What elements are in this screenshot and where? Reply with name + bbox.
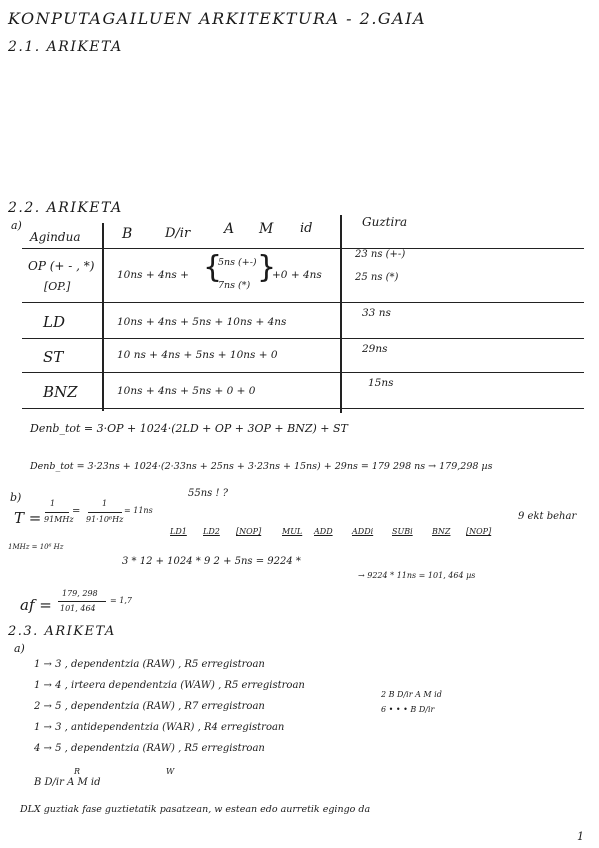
table-header-dir: D/ir [165, 226, 191, 241]
right-brace: } [257, 250, 277, 285]
period-result: = 11ns [124, 506, 153, 515]
row-ld-total: 33 ns [362, 307, 391, 319]
fraction-2-bar [88, 512, 122, 513]
table-header-a: A [224, 221, 235, 237]
fraction-1-denominator: 91MHz [44, 515, 74, 524]
pipeline-item: LD2 [203, 527, 220, 536]
speedup-label: af = [20, 596, 52, 614]
row-op-total-1: 23 ns (+-) [355, 249, 406, 260]
row-ld-label: LD [43, 313, 65, 331]
row-bnz-expr: 10ns + 4ns + 5ns + 0 + 0 [117, 385, 256, 397]
dependency-item: 1 → 3 , antidependentzia (WAR) , R4 erregistroan [34, 722, 285, 733]
section-heading-2-3: 2.3. ARIKETA [8, 624, 116, 639]
row-op-expr-left: 10ns + 4ns + [117, 269, 189, 281]
table-hline-3 [22, 372, 584, 373]
fraction-2-numerator: 1 [102, 499, 108, 508]
pipeline-item: LD1 [170, 527, 187, 536]
pipeline-item: [NOP] [466, 527, 492, 536]
row-op-brace-bottom: 7ns (*) [218, 280, 251, 291]
row-op-total-2: 25 ns (*) [355, 272, 399, 283]
cycle-count-note: 9 ekt behar [518, 511, 577, 522]
page-title: KONPUTAGAILUEN ARKITEKTURA - 2.GAIA [8, 9, 427, 28]
row-st-label: ST [43, 348, 64, 366]
dependency-item: 1 → 3 , dependentzia (RAW) , R5 erregistroan [34, 659, 265, 670]
left-brace: { [203, 250, 223, 285]
table-header-m: M [259, 221, 274, 237]
part-b-label: b) [10, 491, 22, 504]
table-header-agindua: Agindua [30, 230, 81, 244]
table-hline-2 [22, 338, 584, 339]
stage-write-marker: W [166, 767, 175, 776]
section-heading-2-2: 2.2. ARIKETA [8, 200, 123, 216]
section-heading-2-1: 2.1. ARIKETA [8, 39, 123, 55]
pipeline-item: [NOP] [236, 527, 262, 536]
row-op-brace-top: 5ns (+-) [218, 257, 257, 268]
equals-sign: = [72, 506, 81, 517]
row-st-expr: 10 ns + 4ns + 5ns + 10ns + 0 [117, 349, 278, 361]
fraction-1-bar [45, 512, 69, 513]
row-op-sublabel: [OP.] [44, 280, 71, 293]
part-a-label: a) [11, 219, 22, 232]
part-a-label-2-3: a) [14, 642, 25, 655]
speedup-numerator: 179, 298 [62, 589, 98, 598]
speedup-bar [58, 601, 106, 602]
mhz-note: 1MHz = 10⁶ Hz [8, 543, 64, 551]
pipeline-stages: B D/ir A M id [34, 777, 101, 788]
pipeline-item: SUBi [392, 527, 413, 536]
stage-read-marker: R [74, 767, 81, 776]
fraction-2-denominator: 91·10⁶Hz [86, 515, 124, 524]
fraction-1-numerator: 1 [50, 499, 56, 508]
equation-total-values: Denb_tot = 3·23ns + 1024·(2·33ns + 25ns + 3·23ns + 15ns) + 29ns = 179 298 ns → 179,298 µs [30, 461, 493, 472]
speedup-denominator: 101, 464 [60, 604, 96, 613]
pipeline-diagram-row-2: 6 • • • B D/ir [381, 705, 435, 714]
dlx-conclusion: DLX guztiak fase guztietatik pasatzean, w estean edo aurretik egingo da [20, 804, 371, 815]
equation-total-formula: Denb_tot = 3·OP + 1024·(2LD + OP + 3OP + BNZ) + ST [30, 422, 348, 435]
table-hline-header [22, 248, 584, 249]
dependency-item: 2 → 5 , dependentzia (RAW) , R7 erregistroan [34, 701, 265, 712]
page-number: 1 [577, 830, 584, 843]
row-op-expr-right: +0 + 4ns [272, 269, 322, 281]
dependency-item: 1 → 4 , irteera dependentzia (WAW) , R5 erregistroan [34, 680, 305, 691]
table-hline-1 [22, 302, 584, 303]
row-ld-expr: 10ns + 4ns + 5ns + 10ns + 4ns [117, 316, 287, 328]
table-hline-4 [22, 408, 584, 409]
pipeline-item: ADDi [352, 527, 374, 536]
speedup-result: = 1,7 [110, 596, 132, 605]
row-op-label: OP (+ - , *) [28, 259, 95, 273]
table-vline-left [102, 223, 104, 411]
table-header-id: id [300, 221, 313, 236]
table-vline-right [340, 215, 342, 413]
table-header-b: B [122, 226, 133, 242]
row-bnz-label: BNZ [43, 383, 78, 401]
period-lhs: T = [14, 509, 42, 527]
pipeline-item: BNZ [432, 527, 451, 536]
pipeline-item: ADD [314, 527, 333, 536]
note-55ns: 55ns ! ? [188, 488, 229, 499]
dependency-item: 4 → 5 , dependentzia (RAW) , R5 erregistroan [34, 743, 265, 754]
time-calculation: → 9224 * 11ns = 101, 464 µs [358, 571, 476, 580]
pipeline-item: MUL [282, 527, 303, 536]
pipeline-diagram-row-1: 2 B D/ir A M id [381, 690, 442, 699]
cycle-calculation: 3 * 12 + 1024 * 9 2 + 5ns = 9224 * [122, 556, 301, 567]
row-bnz-total: 15ns [368, 377, 394, 389]
row-st-total: 29ns [362, 343, 388, 355]
table-header-guztira: Guztira [362, 215, 408, 229]
